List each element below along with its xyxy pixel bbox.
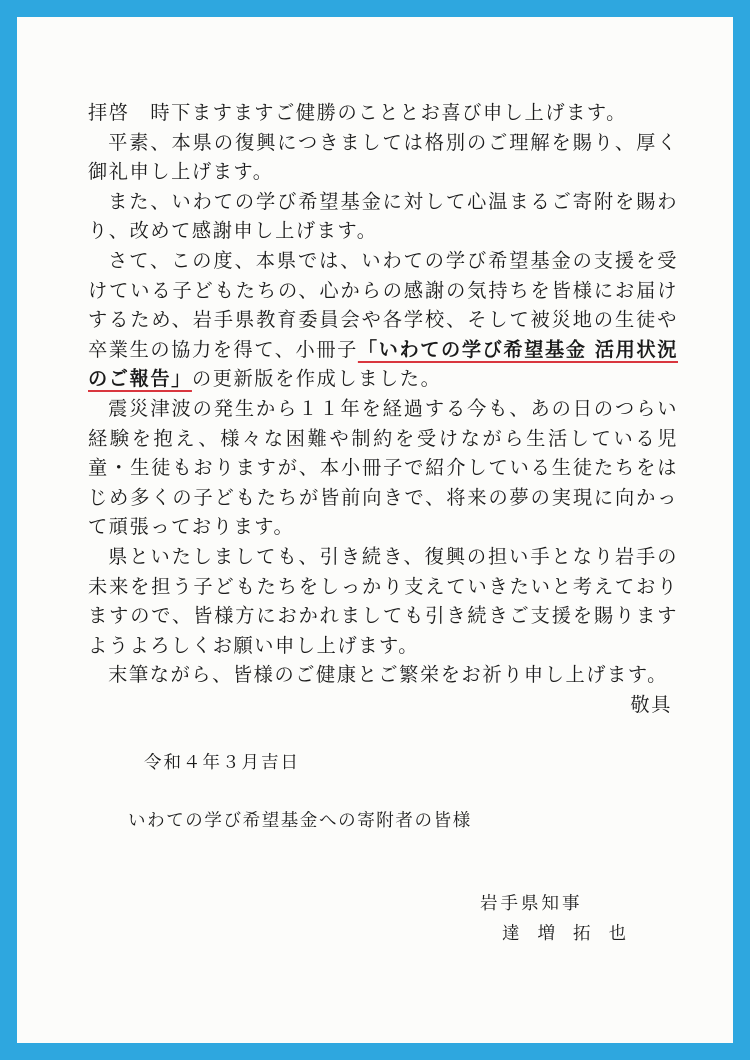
letter-body [88, 98, 678, 719]
paragraph-support-request: 県といたしましても、引き続き、復興の担い手となり岩手の未来を担う子どもたちをしっかり支えていきたいと考えておりますので、皆様方におかれましても引き続きご支援を賜りますようよろしくお願い申し上げます。 [88, 544, 678, 657]
sender-title: 岩手県知事 [480, 894, 583, 914]
paragraph-gratitude-reconstruction: 平素、本県の復興につきましては格別のご理解を賜り、厚く御礼申し上げます。 [88, 130, 678, 184]
letter-text [88, 98, 678, 690]
paragraph-closing-wish: 末筆ながら、皆様のご健康とご繁栄をお祈り申し上げます。 [108, 663, 668, 687]
paragraph-gratitude-donation: また、いわての学び希望基金に対して心温まるご寄附を賜わり、改めて感謝申し上げます。 [88, 189, 678, 243]
booklet-title: 「いわての学び希望基金 活用状況のご報告」 [88, 337, 678, 391]
sender-name: 達増拓也 [502, 924, 644, 944]
addressee: いわての学び希望基金への寄附者の皆様 [128, 811, 472, 831]
closing-salutation: 敬具 [630, 692, 672, 716]
paragraph-booklet [88, 246, 678, 394]
letter-date: 令和４年３月吉日 [144, 753, 300, 773]
booklet-outro-text: の更新版を作成しました。 [191, 367, 442, 391]
paragraph-disaster: 震災津波の発生から１１年を経過する今も、あの日のつらい経験を抱え、様々な困難や制約を受けながら生活している児童・生徒もおりますが、本小冊子で紹介している生徒たちをはじめ多くの子どもたちが皆前向きで、将来の夢の実現に向かって頑張っております。 [88, 396, 678, 539]
booklet-intro-text: さて、この度、本県では、いわての学び希望基金の支援を受けている子どもたちの、心からの感謝の気持ちを皆様にお届けするため、岩手県教育委員会や各学校、そして被災地の生徒や卒業生の協力を得て、小冊子 [88, 248, 678, 361]
opening-line: 拝啓 時下ますますご健勝のこととお喜び申し上げます。 [88, 101, 627, 124]
